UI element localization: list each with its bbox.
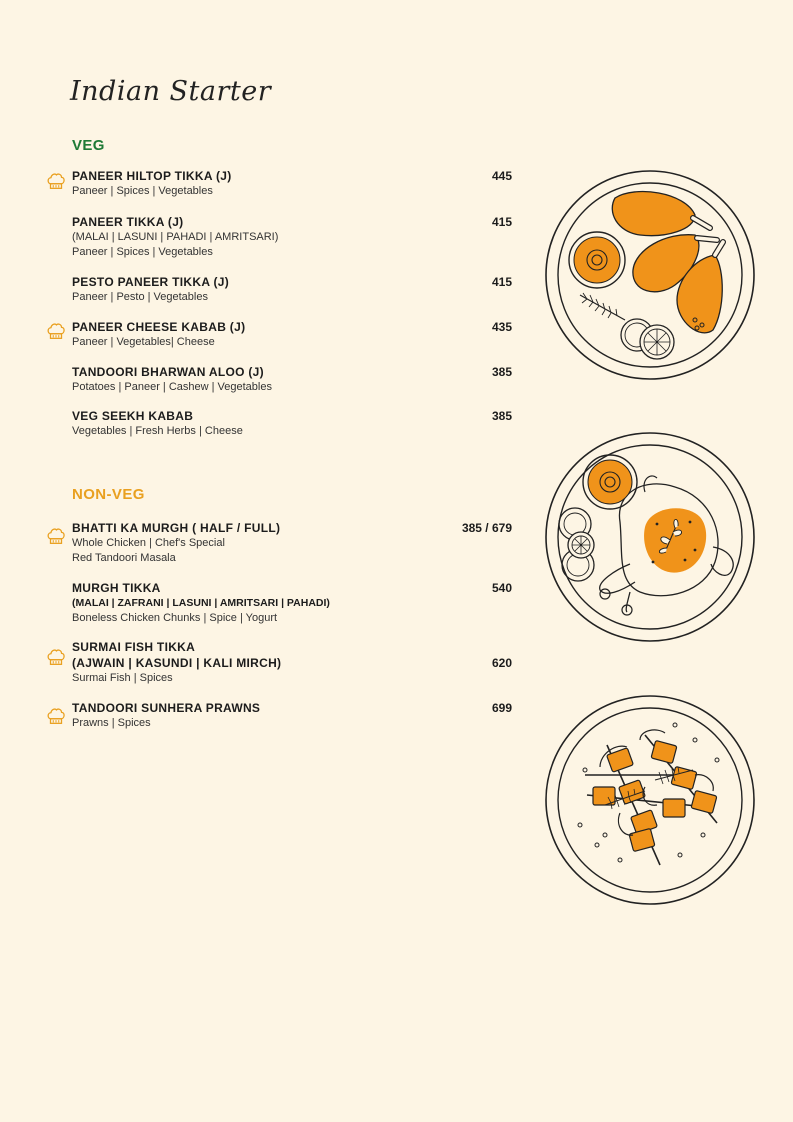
item-name: TANDOORI SUNHERA PRAWNS xyxy=(72,701,261,715)
item-description: Prawns | Spices xyxy=(72,717,151,729)
page-title: Indian Starter xyxy=(70,76,272,107)
item-name: MURGH TIKKA xyxy=(72,581,161,595)
veg-section-heading: VEG xyxy=(72,137,105,154)
item-price: 385 xyxy=(491,365,512,379)
menu-item xyxy=(72,639,512,686)
chef-hat-icon xyxy=(45,525,67,547)
chef-hat-icon xyxy=(45,705,67,727)
item-name: PANEER TIKKA (J) xyxy=(72,215,184,229)
nonveg-section-heading: NON-VEG xyxy=(72,486,145,503)
item-description: Paneer | Spices | Vegetables xyxy=(72,185,213,197)
skewers-plate-icon xyxy=(545,695,755,905)
item-name: PANEER CHEESE KABAB (J) xyxy=(72,320,246,334)
item-description: Paneer | Spices | Vegetables xyxy=(72,246,213,258)
item-price: 385 xyxy=(491,409,512,423)
item-variants: (MALAI | ZAFRANI | LASUNI | AMRITSARI | PAHADI) xyxy=(72,597,330,609)
item-description: Surmai Fish | Spices xyxy=(72,672,173,684)
menu-item xyxy=(72,168,512,199)
chicken-legs-plate-icon xyxy=(545,170,755,380)
menu-item xyxy=(72,580,512,626)
item-name: VEG SEEKH KABAB xyxy=(72,409,194,423)
roast-chicken-plate-icon xyxy=(545,432,755,642)
item-variants: (MALAI | LASUNI | PAHADI | AMRITSARI) xyxy=(72,231,279,243)
item-description: Paneer | Pesto | Vegetables xyxy=(72,291,208,303)
item-price: 385 / 679 xyxy=(461,521,512,535)
menu-item xyxy=(72,700,512,731)
item-name: PANEER HILTOP TIKKA (J) xyxy=(72,169,232,183)
item-name: TANDOORI BHARWAN ALOO (J) xyxy=(72,365,264,379)
menu-item xyxy=(72,364,512,395)
item-description: Whole Chicken | Chef's Special xyxy=(72,537,225,549)
item-description: Vegetables | Fresh Herbs | Cheese xyxy=(72,425,243,437)
item-price: 445 xyxy=(491,169,512,183)
item-description: Potatoes | Paneer | Cashew | Vegetables xyxy=(72,381,272,393)
item-price: 415 xyxy=(491,275,512,289)
item-description: Red Tandoori Masala xyxy=(72,552,176,564)
item-price: 620 xyxy=(491,656,512,670)
chef-hat-icon xyxy=(45,170,67,192)
item-description: Paneer | Vegetables| Cheese xyxy=(72,336,215,348)
item-name: PESTO PANEER TIKKA (J) xyxy=(72,275,230,289)
menu-item xyxy=(72,520,512,566)
menu-item xyxy=(72,214,512,260)
item-variants: (AJWAIN | KASUNDI | KALI MIRCH) xyxy=(72,656,282,670)
item-description: Boneless Chicken Chunks | Spice | Yogurt xyxy=(72,612,278,624)
menu-item xyxy=(72,274,512,305)
item-name: SURMAI FISH TIKKA xyxy=(72,640,196,654)
chef-hat-icon xyxy=(45,646,67,668)
item-price: 699 xyxy=(491,701,512,715)
menu-item xyxy=(72,319,512,350)
item-price: 435 xyxy=(491,320,512,334)
chef-hat-icon xyxy=(45,320,67,342)
item-price: 540 xyxy=(491,581,512,595)
item-name: BHATTI KA MURGH ( HALF / FULL) xyxy=(72,521,281,535)
menu-item xyxy=(72,408,512,439)
item-price: 415 xyxy=(491,215,512,229)
